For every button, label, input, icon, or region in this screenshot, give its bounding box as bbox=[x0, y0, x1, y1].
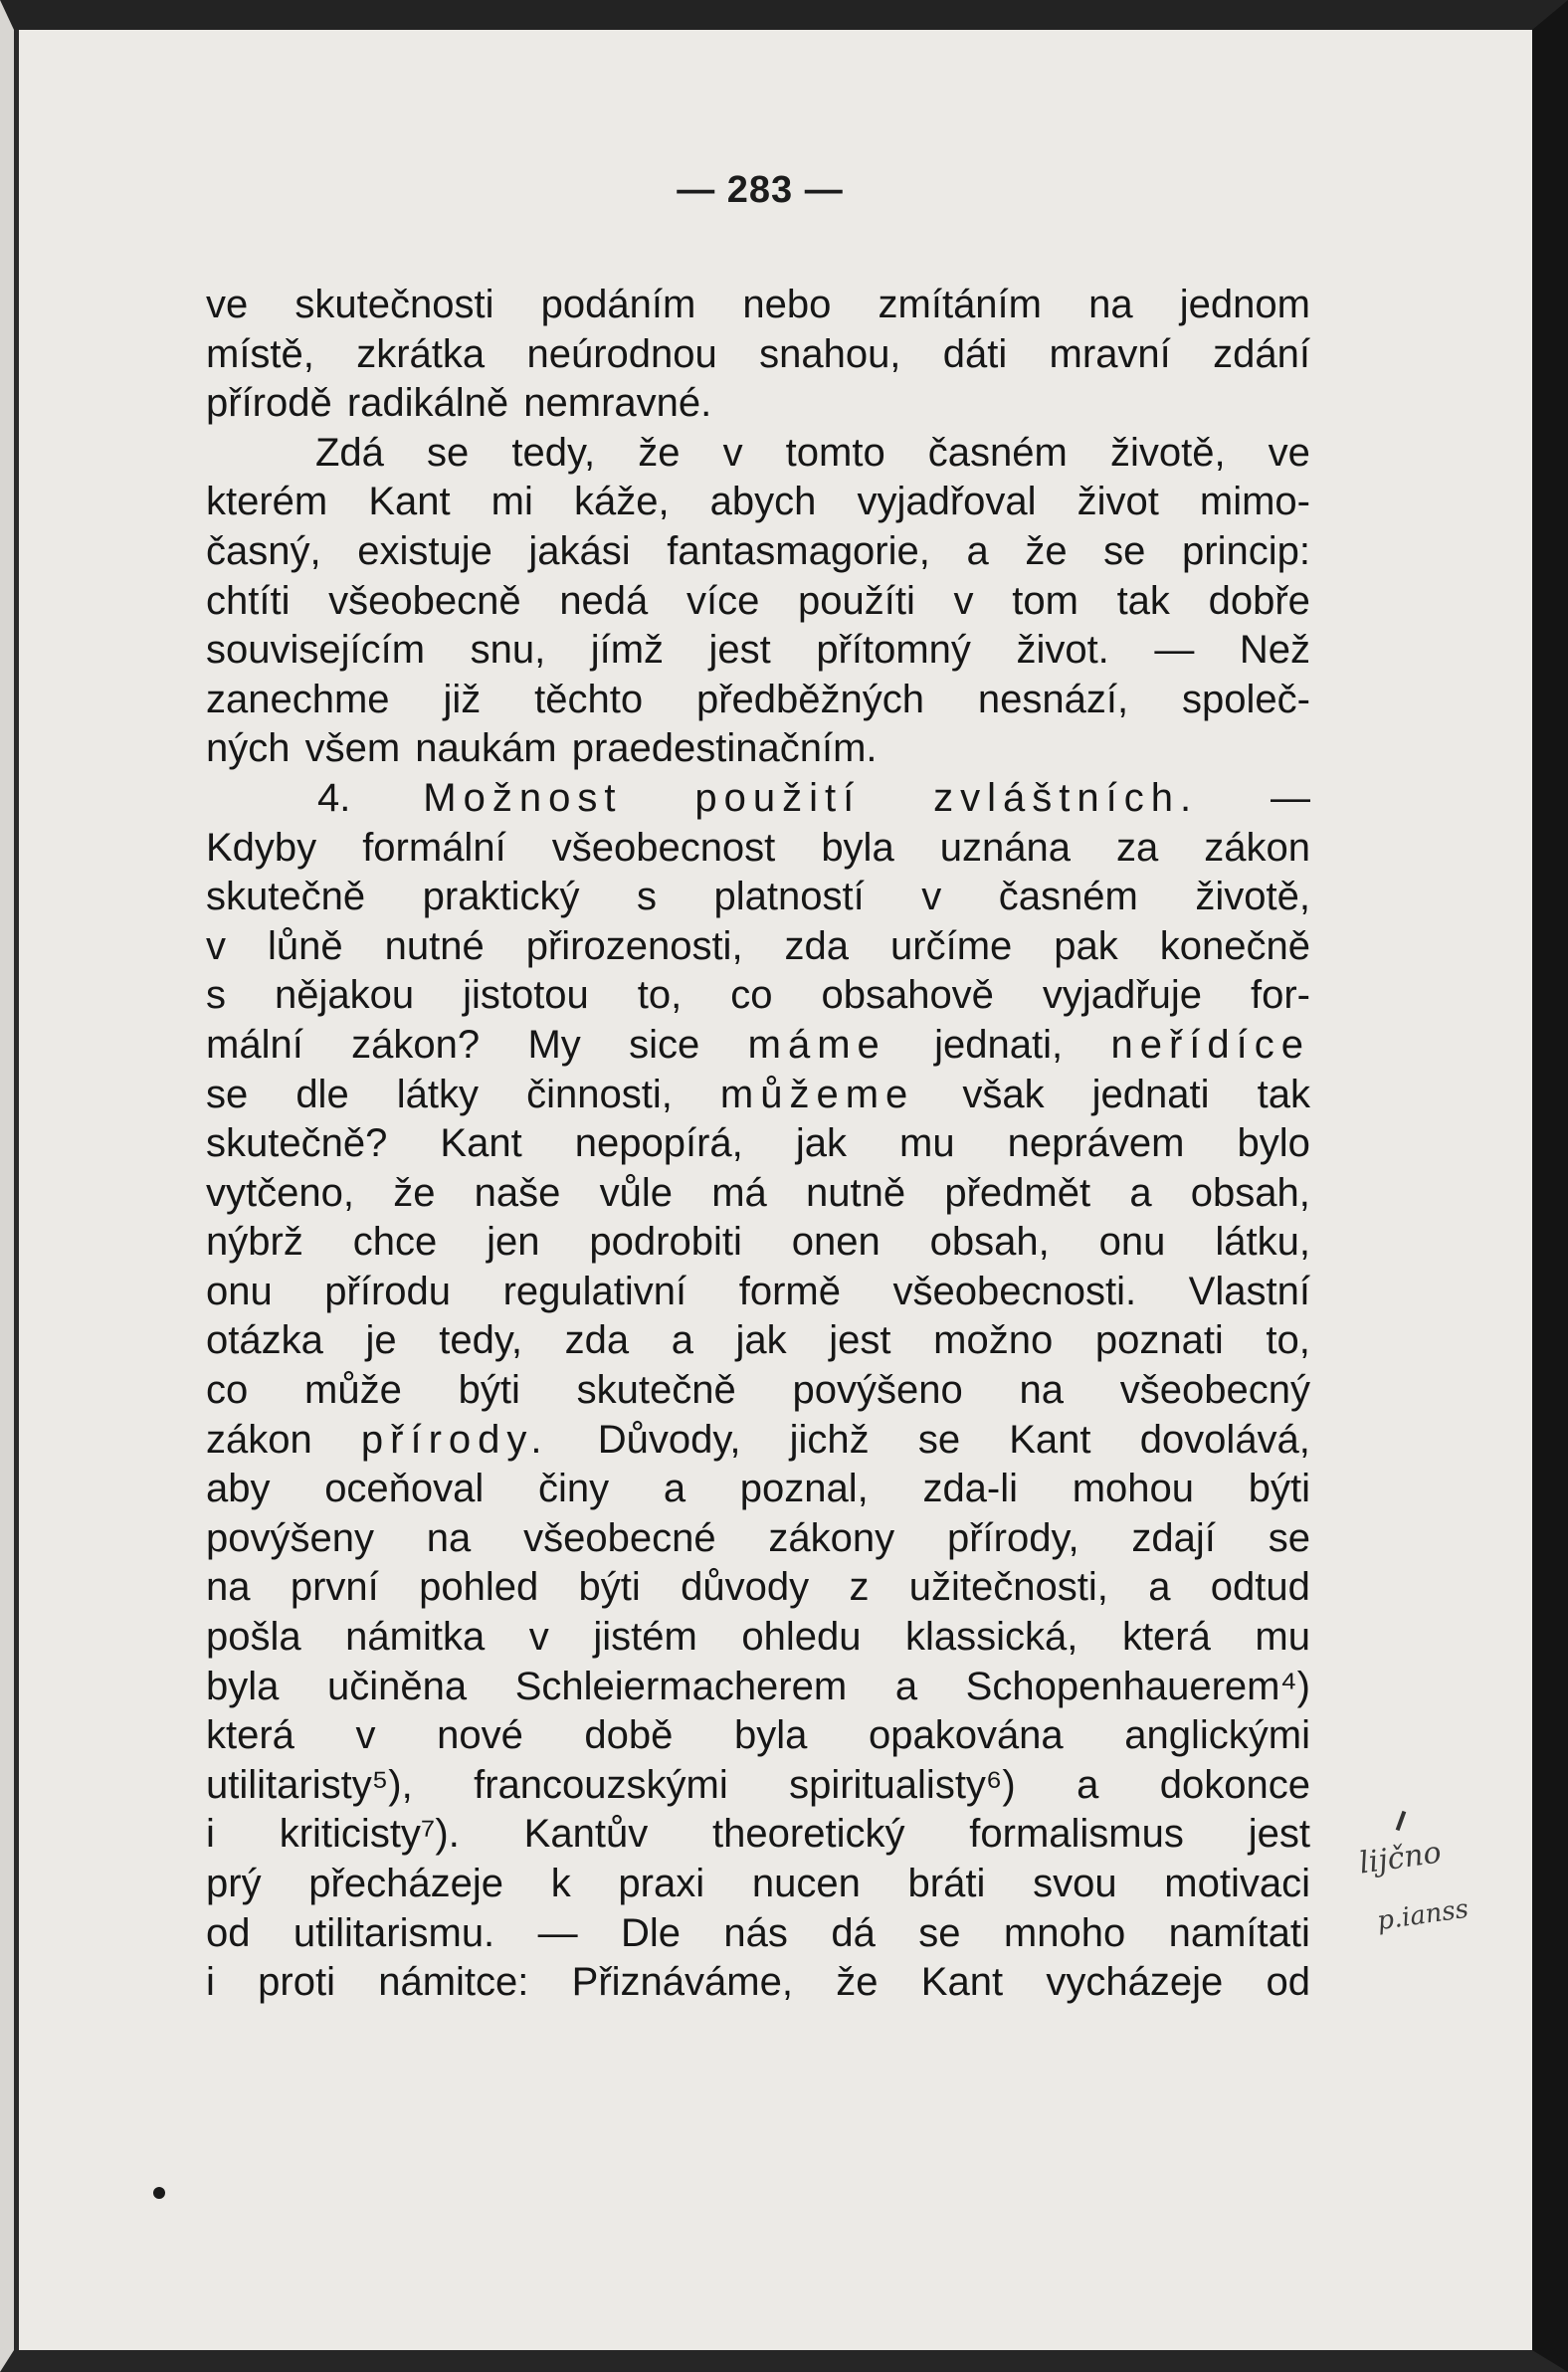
word: anglickými bbox=[1124, 1713, 1310, 1758]
word: Kant bbox=[368, 480, 451, 524]
word: společ- bbox=[1182, 677, 1310, 721]
word: odtud bbox=[1210, 1565, 1310, 1610]
word: vyjadřuje bbox=[1042, 973, 1202, 1018]
margin-note-1: lijčno bbox=[1356, 1835, 1444, 1881]
word: první bbox=[290, 1565, 379, 1610]
word: Přiznáváme, bbox=[571, 1960, 793, 2005]
word: otázka bbox=[206, 1318, 323, 1363]
word: kriticisty⁷). bbox=[279, 1812, 460, 1857]
word: jichž bbox=[789, 1417, 870, 1462]
word: i bbox=[206, 1812, 215, 1857]
word: zda bbox=[564, 1318, 630, 1363]
body-text bbox=[206, 281, 1310, 2008]
word: spiritualisty⁶) bbox=[789, 1762, 1016, 1807]
word: přítomný bbox=[816, 628, 971, 673]
word: že bbox=[393, 1170, 436, 1215]
word: a bbox=[966, 528, 989, 573]
word: od bbox=[206, 1910, 251, 1955]
word: jistém bbox=[593, 1615, 697, 1660]
ink-dot bbox=[153, 2187, 165, 2199]
word: námitka bbox=[345, 1615, 486, 1660]
word: že bbox=[638, 430, 681, 475]
word: Důvody, bbox=[597, 1417, 741, 1462]
word: dá bbox=[831, 1910, 876, 1955]
text-line bbox=[206, 1316, 1310, 1366]
text-line bbox=[206, 1958, 1310, 2008]
word: nové bbox=[437, 1713, 523, 1758]
word: skutečně? bbox=[206, 1121, 388, 1166]
word: v bbox=[206, 923, 226, 968]
word: časném bbox=[998, 875, 1138, 919]
word: pošla bbox=[206, 1615, 301, 1660]
word: princip: bbox=[1182, 528, 1310, 573]
word: zda-li bbox=[922, 1467, 1019, 1511]
word: Kantův bbox=[523, 1812, 649, 1857]
word: — bbox=[1154, 628, 1195, 673]
word: k bbox=[550, 1862, 571, 1905]
word: dokonce bbox=[1159, 1762, 1310, 1807]
word: jak bbox=[795, 1121, 847, 1166]
word: dobře bbox=[1208, 578, 1310, 623]
page-number: — 283 — bbox=[677, 169, 844, 211]
word: pohled bbox=[419, 1565, 539, 1610]
word: zákon bbox=[206, 1417, 312, 1462]
word: se bbox=[918, 1910, 961, 1955]
word: předběžných bbox=[695, 677, 925, 721]
emphasis-word: přírody. bbox=[360, 1417, 549, 1462]
word: důvody bbox=[681, 1565, 810, 1610]
word: užitečnosti, bbox=[908, 1565, 1108, 1610]
margin-note-2: p.ianss bbox=[1375, 1893, 1470, 1937]
word: nás bbox=[723, 1910, 788, 1955]
text-line bbox=[206, 478, 1310, 527]
text-line bbox=[206, 1416, 1310, 1466]
word: může bbox=[304, 1368, 402, 1413]
text-line bbox=[206, 330, 1310, 380]
emphasis-word: můžeme bbox=[719, 1072, 915, 1116]
word: tedy, bbox=[511, 430, 596, 475]
text-line bbox=[206, 379, 1310, 429]
word: byla bbox=[821, 825, 894, 870]
text-line bbox=[206, 1119, 1310, 1169]
word: přírodu bbox=[324, 1269, 452, 1313]
emphasis-word: máme bbox=[747, 1022, 886, 1067]
word: dáti bbox=[942, 331, 1008, 376]
word: se bbox=[1268, 1515, 1310, 1560]
word: z bbox=[849, 1565, 870, 1610]
word: onu bbox=[206, 1269, 273, 1313]
word: na bbox=[1088, 283, 1133, 326]
word: býti bbox=[578, 1565, 641, 1610]
word: Dle bbox=[620, 1910, 682, 1955]
word: jest bbox=[829, 1318, 891, 1363]
word: ve bbox=[206, 283, 249, 326]
word: uznána bbox=[939, 825, 1071, 870]
word: chce bbox=[352, 1220, 438, 1265]
word: namítati bbox=[1168, 1910, 1310, 1955]
word: nýbrž bbox=[206, 1220, 303, 1265]
text-line bbox=[206, 1218, 1310, 1268]
text-line bbox=[206, 922, 1310, 972]
word: jistotou bbox=[463, 973, 589, 1018]
word: onen bbox=[791, 1220, 881, 1265]
word: časný, bbox=[206, 528, 321, 573]
margin-stroke-mark bbox=[1551, 1572, 1554, 1606]
word: použíti bbox=[798, 578, 915, 623]
section-heading-word: použití bbox=[694, 775, 862, 820]
word: vycházeje bbox=[1046, 1960, 1224, 2005]
word: se bbox=[427, 430, 470, 475]
word: a bbox=[894, 1664, 918, 1708]
word: mravní bbox=[1049, 331, 1171, 376]
word: má bbox=[711, 1170, 767, 1215]
line-text: přírodě radikálně nemravné. bbox=[206, 381, 712, 426]
word: co bbox=[206, 1368, 249, 1413]
word: formě bbox=[738, 1269, 841, 1313]
word: zdají bbox=[1131, 1515, 1216, 1560]
text-line bbox=[206, 873, 1310, 922]
word: jakási bbox=[528, 528, 631, 573]
word: látku, bbox=[1215, 1220, 1310, 1265]
text-line bbox=[206, 577, 1310, 627]
word: vyjadřoval bbox=[857, 480, 1037, 524]
word: zkrátka bbox=[356, 331, 486, 376]
section-heading-word: zvláštních. bbox=[933, 775, 1199, 820]
word: místě, bbox=[206, 331, 314, 376]
word: s bbox=[206, 973, 226, 1018]
word: praktický bbox=[422, 875, 580, 919]
word: — bbox=[537, 1910, 578, 1955]
word: všeobecné bbox=[523, 1515, 716, 1560]
word: těchto bbox=[534, 677, 644, 721]
text-line bbox=[206, 971, 1310, 1021]
word: Schleiermacherem bbox=[514, 1664, 848, 1708]
text-line bbox=[206, 774, 1310, 824]
word: podrobiti bbox=[589, 1220, 742, 1265]
word: dle bbox=[295, 1072, 349, 1116]
word: bylo bbox=[1237, 1121, 1310, 1166]
word: nucen bbox=[751, 1862, 861, 1905]
word: utilitaristy⁵), bbox=[206, 1762, 413, 1807]
word: se bbox=[1103, 528, 1146, 573]
word: mohou bbox=[1072, 1467, 1195, 1511]
text-line bbox=[206, 824, 1310, 874]
word: klassická, bbox=[905, 1615, 1078, 1660]
word: činy bbox=[538, 1467, 610, 1511]
word: zákon bbox=[1204, 825, 1310, 870]
word: platností bbox=[713, 875, 865, 919]
word: na bbox=[206, 1565, 251, 1610]
word: mální bbox=[206, 1022, 303, 1067]
word: francouzskými bbox=[474, 1762, 728, 1807]
text-line bbox=[206, 1268, 1310, 1317]
page-edge bbox=[14, 30, 19, 2350]
word: mimo- bbox=[1199, 480, 1310, 524]
word: zanechme bbox=[206, 677, 390, 721]
word: býti bbox=[1248, 1467, 1310, 1511]
word: zda bbox=[784, 923, 850, 968]
word: dovolává, bbox=[1139, 1417, 1310, 1462]
word: neprávem bbox=[1007, 1121, 1185, 1166]
word: v bbox=[722, 430, 743, 475]
text-line bbox=[206, 724, 1310, 774]
word: již bbox=[443, 677, 482, 721]
word: a bbox=[663, 1467, 686, 1511]
word: že bbox=[1025, 528, 1068, 573]
word: že bbox=[836, 1960, 879, 2005]
word: podáním bbox=[540, 283, 696, 326]
word: nepopírá, bbox=[574, 1121, 743, 1166]
word: neúrodnou bbox=[526, 331, 717, 376]
text-line bbox=[206, 626, 1310, 676]
word: býti bbox=[458, 1368, 520, 1413]
word: tomto bbox=[785, 430, 885, 475]
word: od bbox=[1266, 1960, 1310, 2005]
word: jen bbox=[487, 1220, 540, 1265]
word: to, bbox=[1266, 1318, 1310, 1363]
word: přecházeje bbox=[308, 1862, 503, 1905]
emphasis-word: neřídíce bbox=[1110, 1022, 1310, 1067]
word: Kant bbox=[920, 1960, 1004, 2005]
word: utilitarismu. bbox=[293, 1910, 495, 1955]
word: povýšeno bbox=[792, 1368, 963, 1413]
word: souvisejícím bbox=[206, 628, 426, 673]
word: časném bbox=[927, 430, 1068, 475]
text-line bbox=[206, 527, 1310, 577]
word: jest bbox=[708, 628, 771, 673]
word: tom bbox=[1012, 578, 1078, 623]
word: lůně bbox=[267, 923, 343, 968]
word: motivaci bbox=[1164, 1862, 1310, 1905]
word: jest bbox=[1248, 1812, 1310, 1857]
word: formalismus bbox=[969, 1812, 1184, 1857]
word: určíme bbox=[890, 923, 1013, 968]
word: praxi bbox=[618, 1862, 705, 1905]
word: a bbox=[671, 1318, 693, 1363]
section-heading-word: Možnost bbox=[423, 775, 623, 820]
word: prý bbox=[206, 1862, 262, 1905]
word: jak bbox=[735, 1318, 787, 1363]
word: ohledu bbox=[741, 1615, 862, 1660]
word: v bbox=[953, 578, 974, 623]
dash: — bbox=[1270, 775, 1310, 820]
word: námitce: bbox=[378, 1960, 529, 2005]
word: naše bbox=[474, 1170, 561, 1215]
word: to, bbox=[637, 973, 683, 1018]
text-line bbox=[206, 281, 1310, 330]
word: chtíti bbox=[206, 578, 291, 623]
word: a bbox=[1077, 1762, 1099, 1807]
word: byla bbox=[733, 1713, 808, 1758]
word: přírody, bbox=[946, 1515, 1079, 1560]
word: jednom bbox=[1179, 283, 1310, 326]
word: se bbox=[206, 1072, 249, 1116]
word: poznati bbox=[1094, 1318, 1224, 1363]
text-line bbox=[206, 1021, 1310, 1071]
word: tedy, bbox=[439, 1318, 522, 1363]
word: v bbox=[528, 1615, 549, 1660]
word: i bbox=[206, 1960, 215, 2005]
word: byla bbox=[206, 1664, 280, 1708]
word: a bbox=[1148, 1565, 1171, 1610]
word: za bbox=[1115, 825, 1159, 870]
word: oceňoval bbox=[324, 1467, 485, 1511]
word: více bbox=[686, 578, 760, 623]
word: zákon? bbox=[351, 1022, 481, 1067]
word: sice bbox=[629, 1022, 700, 1067]
word: látky bbox=[396, 1072, 480, 1116]
word: tak bbox=[1257, 1072, 1310, 1116]
word: for- bbox=[1250, 973, 1310, 1018]
word: tak bbox=[1116, 578, 1170, 623]
word: zákony bbox=[768, 1515, 895, 1560]
word: přirozenosti, bbox=[525, 923, 743, 968]
word: bráti bbox=[907, 1862, 986, 1905]
word: s bbox=[636, 875, 657, 919]
word: snu, bbox=[470, 628, 546, 673]
word: ve bbox=[1268, 430, 1310, 475]
word: zdání bbox=[1213, 331, 1310, 376]
text-line bbox=[206, 1860, 1310, 1909]
word: nebo bbox=[742, 283, 832, 326]
word: mu bbox=[899, 1121, 955, 1166]
word: abych bbox=[709, 480, 817, 524]
word: všeobecnosti. bbox=[892, 1269, 1137, 1313]
word: obsah, bbox=[929, 1220, 1050, 1265]
word: skutečně bbox=[206, 875, 366, 919]
word: káže, bbox=[573, 480, 670, 524]
word: svou bbox=[1033, 1862, 1117, 1905]
word: kterém bbox=[206, 480, 328, 524]
word: vytčeno, bbox=[206, 1170, 354, 1215]
word: onu bbox=[1098, 1220, 1166, 1265]
word: Kdyby bbox=[206, 825, 317, 870]
word: obsah, bbox=[1190, 1170, 1310, 1215]
word: je bbox=[365, 1318, 397, 1363]
word: proti bbox=[258, 1960, 335, 2005]
word: která bbox=[1121, 1615, 1211, 1660]
word: skutečně bbox=[576, 1368, 736, 1413]
word: se bbox=[917, 1417, 961, 1462]
word: poznal, bbox=[739, 1467, 869, 1511]
word: jednati bbox=[1091, 1072, 1210, 1116]
word: době bbox=[584, 1713, 674, 1758]
word: vůle bbox=[599, 1170, 674, 1215]
word: pak bbox=[1054, 923, 1118, 968]
word: snahou, bbox=[759, 331, 901, 376]
word: Kant bbox=[440, 1121, 522, 1166]
word: v bbox=[921, 875, 942, 919]
word: činnosti, bbox=[526, 1072, 673, 1116]
word: všeobecně bbox=[328, 578, 521, 623]
word: regulativní bbox=[502, 1269, 687, 1313]
text-line bbox=[206, 1465, 1310, 1514]
word: obsahově bbox=[821, 973, 994, 1018]
word: život bbox=[1077, 480, 1159, 524]
word: zmítáním bbox=[878, 283, 1042, 326]
word: skutečnosti bbox=[294, 283, 494, 326]
word: jímž bbox=[590, 628, 665, 673]
text-line bbox=[206, 429, 1310, 479]
word: nedá bbox=[559, 578, 649, 623]
word: mi bbox=[490, 480, 533, 524]
word: Kant bbox=[1009, 1417, 1091, 1462]
word: Schopenhauerem⁴) bbox=[965, 1664, 1310, 1708]
text-line bbox=[206, 1909, 1310, 1959]
word: nutné bbox=[384, 923, 485, 968]
word: Než bbox=[1239, 628, 1310, 673]
word: opakována bbox=[868, 1713, 1064, 1758]
word: však bbox=[962, 1072, 1045, 1116]
word: na bbox=[426, 1515, 472, 1560]
text-line bbox=[206, 1563, 1310, 1613]
line-text: ných všem naukám praedestinačním. bbox=[206, 726, 878, 771]
word: theoretický bbox=[712, 1812, 905, 1857]
word: povýšeny bbox=[206, 1515, 374, 1560]
word: Vlastní bbox=[1188, 1269, 1310, 1313]
text-line bbox=[206, 1711, 1310, 1761]
word: fantasmagorie, bbox=[667, 528, 930, 573]
word: nesnází, bbox=[977, 677, 1129, 721]
word: učiněna bbox=[327, 1664, 468, 1708]
word: možno bbox=[933, 1318, 1054, 1363]
text-line bbox=[206, 1169, 1310, 1219]
text-line bbox=[206, 1514, 1310, 1564]
word: Zdá bbox=[315, 430, 384, 475]
word: všeobecnost bbox=[551, 825, 776, 870]
word: nějakou bbox=[274, 973, 415, 1018]
word: na bbox=[1019, 1368, 1064, 1413]
text-line bbox=[206, 1663, 1310, 1712]
word: konečně bbox=[1159, 923, 1310, 968]
word: která bbox=[206, 1713, 294, 1758]
word: co bbox=[730, 973, 773, 1018]
word: všeobecný bbox=[1119, 1368, 1310, 1413]
word: nutně bbox=[806, 1170, 906, 1215]
text-line bbox=[206, 1071, 1310, 1120]
word: existuje bbox=[357, 528, 492, 573]
word: mnoho bbox=[1003, 1910, 1126, 1955]
margin-tick-mark bbox=[1396, 1811, 1407, 1831]
word: My bbox=[527, 1022, 581, 1067]
text-line bbox=[206, 1810, 1310, 1860]
word: formální bbox=[362, 825, 506, 870]
section-number: 4. bbox=[317, 775, 351, 820]
word: předmět bbox=[944, 1170, 1091, 1215]
word: a bbox=[1129, 1170, 1152, 1215]
word: aby bbox=[206, 1467, 271, 1511]
text-line bbox=[206, 1613, 1310, 1663]
word: životě, bbox=[1109, 430, 1226, 475]
text-line bbox=[206, 676, 1310, 725]
text-line bbox=[206, 1761, 1310, 1811]
word: životě, bbox=[1195, 875, 1310, 919]
word: jednati, bbox=[934, 1022, 1064, 1067]
word: život. bbox=[1016, 628, 1109, 673]
text-line bbox=[206, 1366, 1310, 1416]
word: mu bbox=[1255, 1615, 1310, 1660]
word: v bbox=[355, 1713, 376, 1758]
